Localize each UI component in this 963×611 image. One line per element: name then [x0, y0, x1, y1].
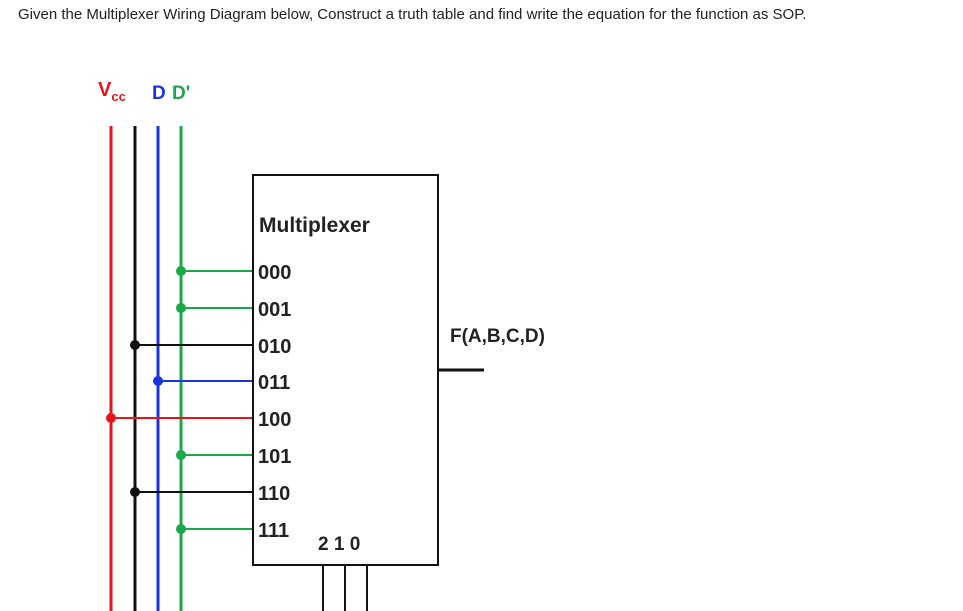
input-label-101: 101	[258, 446, 292, 468]
junction-dot-100	[106, 413, 116, 423]
junction-dot-011	[153, 376, 163, 386]
input-label-100: 100	[258, 409, 292, 431]
select-label: 2 1 0	[318, 534, 361, 555]
vcc-label	[98, 79, 126, 104]
vcc-label-sub: cc	[111, 89, 126, 104]
junction-dot-110	[130, 487, 140, 497]
output-label: F(A,B,C,D)	[450, 326, 545, 347]
input-label-011: 011	[258, 372, 291, 394]
input-label-111: 111	[258, 520, 290, 542]
input-label-000: 000	[258, 262, 292, 284]
junction-dot-000	[176, 266, 186, 276]
junction-dot-001	[176, 303, 186, 313]
d-not-label: D'	[172, 83, 191, 104]
multiplexer-title: Multiplexer	[259, 214, 370, 237]
select-lines	[323, 565, 367, 611]
question-text: Given the Multiplexer Wiring Diagram below, Construct a truth table and find write the equation for the function as SOP.	[18, 6, 807, 23]
junction-dot-111	[176, 524, 186, 534]
input-label-110: 110	[258, 483, 291, 505]
d-label: D	[152, 83, 166, 104]
input-label-010: 010	[258, 336, 292, 358]
junction-dot-101	[176, 450, 186, 460]
input-label-001: 001	[258, 299, 292, 321]
junction-dot-010	[130, 340, 140, 350]
vcc-label-main: V	[98, 79, 112, 101]
